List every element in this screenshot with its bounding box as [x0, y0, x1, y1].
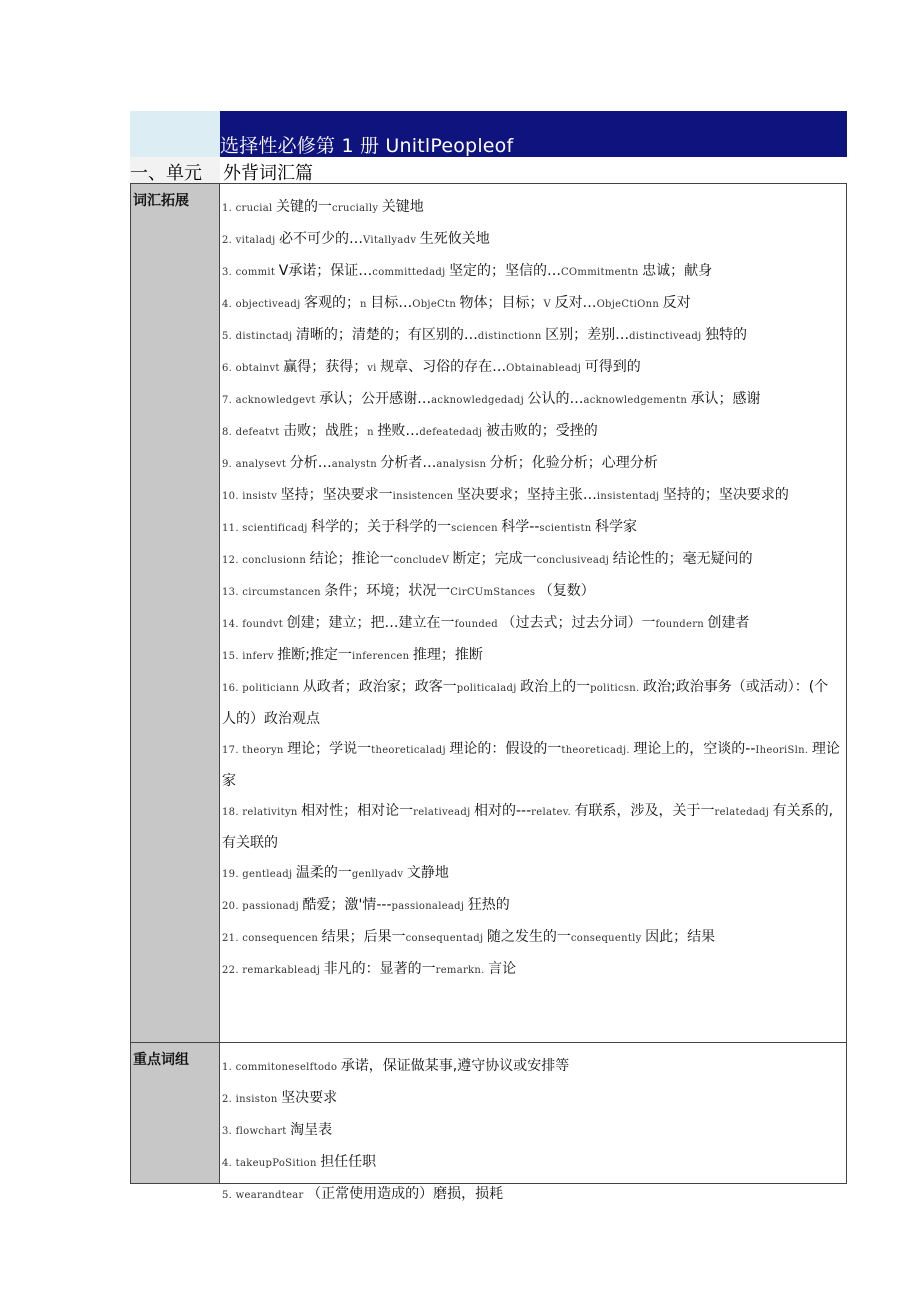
entry-number: 10.: [222, 491, 243, 502]
chinese-gloss: 必不可少的…: [279, 231, 363, 247]
chinese-gloss: 随之发生的一: [486, 929, 571, 945]
chinese-gloss: 规章、习俗的存在…: [380, 359, 507, 375]
chinese-gloss: 创建；建立；把…建立在一: [286, 615, 455, 631]
english-term: insistencen: [392, 491, 457, 502]
english-term: foundern: [655, 619, 708, 630]
english-term: distinctionn: [477, 331, 546, 342]
english-term: objectiveadj: [235, 299, 304, 310]
entry-number: 4.: [222, 299, 236, 310]
vocab-entry: [222, 922, 842, 954]
entry-number: 3.: [222, 267, 236, 278]
entry-number: 8.: [222, 427, 236, 438]
entry-number: 15.: [222, 651, 243, 662]
english-term: politicsn.: [590, 683, 643, 694]
vocab-table: [130, 183, 847, 1202]
chinese-gloss: （复数）: [538, 583, 595, 599]
chinese-gloss: 理论；学说一: [287, 741, 372, 757]
english-term: wearandtear: [235, 1190, 308, 1201]
section-word-expansion: [131, 184, 846, 1043]
chinese-gloss: 坚持的；坚决要求的: [662, 487, 789, 503]
chinese-gloss: 非凡的：显著的一: [323, 961, 436, 977]
english-term: passionaleadj: [391, 901, 468, 912]
chinese-gloss: 区别；差别…: [545, 327, 630, 343]
chinese-gloss: 言论: [488, 961, 517, 977]
chinese-gloss: 生死攸关地: [419, 231, 490, 247]
english-term: inferencen: [351, 651, 413, 662]
chinese-gloss: 清晰的；清楚的；有区别的…: [295, 327, 478, 343]
entry-number: 3.: [222, 1126, 236, 1137]
vocab-entry: [222, 384, 842, 416]
vocab-entry: [222, 1147, 842, 1179]
english-term: inferv: [242, 651, 278, 662]
vocab-entry: [222, 672, 842, 734]
chinese-gloss: 赢得；获得；: [283, 359, 368, 375]
vocab-entry: [222, 734, 842, 796]
page-title: 选择性必修第 1 册 UnitlPeopleof: [220, 135, 514, 157]
english-term: COmmitmentn: [560, 267, 643, 278]
chinese-gloss: 可得到的: [584, 359, 641, 375]
chinese-gloss: 分析…: [289, 455, 332, 471]
english-term: CirCUmStances: [450, 587, 539, 598]
vocab-entry: [222, 512, 842, 544]
entry-number: 5.: [222, 331, 236, 342]
vocab-entry: [222, 352, 842, 384]
entry-number: 22.: [222, 965, 243, 976]
english-term: distinctadj: [235, 331, 296, 342]
chinese-gloss: 坚定的；坚信的…: [448, 263, 561, 279]
english-term: acknowledgevt: [235, 395, 320, 406]
chinese-gloss: 推理；推断: [412, 647, 483, 663]
chinese-gloss: 被击败的；受挫的: [485, 423, 598, 439]
vocab-entry: [222, 1083, 842, 1115]
english-term: politicaladj: [456, 683, 521, 694]
entry-number: 14.: [222, 619, 243, 630]
chinese-gloss: 理论上的，空谈的--: [633, 741, 756, 757]
english-term: acknowledgementn: [583, 395, 691, 406]
vocabulary-sheet: [130, 111, 847, 1202]
chinese-gloss: 坚决要求: [281, 1090, 338, 1106]
chinese-gloss: 独特的: [705, 327, 747, 343]
title-row: [130, 111, 847, 157]
entry-number: 16.: [222, 683, 243, 694]
english-term: committedadj: [372, 267, 449, 278]
chinese-gloss: 分析；化验分析；心理分析: [489, 455, 658, 471]
english-term: insistv: [242, 491, 281, 502]
chinese-gloss: 相对的---: [474, 803, 532, 819]
chinese-gloss: V承诺；保证…: [278, 263, 373, 279]
chinese-gloss: 分析者…: [380, 455, 437, 471]
english-term: theoreticaladj: [371, 745, 450, 756]
english-term: n: [360, 299, 371, 310]
entry-number: 2.: [222, 1094, 236, 1105]
english-term: relativeadj: [413, 807, 474, 818]
chinese-gloss: 结果；后果一: [321, 929, 406, 945]
english-term: takeupPoSition: [235, 1158, 321, 1169]
entry-number: 13.: [222, 587, 243, 598]
chinese-gloss: 温柔的一: [295, 865, 352, 881]
chinese-gloss: 有联系，涉及，关于一: [574, 803, 715, 819]
english-term: relativityn: [242, 807, 302, 818]
chinese-gloss: 文静地: [406, 865, 449, 881]
title-left-cell: [130, 111, 220, 157]
vocab-entry: [222, 224, 842, 256]
english-term: remarkn.: [435, 965, 489, 976]
english-term: defeatedadj: [419, 427, 486, 438]
english-term: Vitallyadv: [363, 235, 420, 246]
chinese-gloss: 因此；结果: [645, 929, 716, 945]
vocab-entry: [222, 448, 842, 480]
english-term: commitoneselftodo: [235, 1062, 341, 1073]
vocab-entry: [222, 858, 842, 890]
english-term: analysisn: [436, 459, 490, 470]
vocab-entry: [222, 608, 842, 640]
chinese-gloss: （过去式；过去分词）一: [501, 615, 656, 631]
section-label: 词汇拓展: [131, 184, 220, 1042]
chinese-gloss: 理论家: [222, 741, 840, 789]
chinese-gloss: 物体；目标；: [459, 295, 544, 311]
entry-number: 18.: [222, 807, 243, 818]
vocab-entry: [222, 192, 842, 224]
entry-number: 20.: [222, 901, 243, 912]
vocab-entry: [222, 1051, 842, 1083]
english-term: IheoriSln.: [755, 745, 812, 756]
english-term: consequencen: [242, 933, 322, 944]
entry-number: 7.: [222, 395, 236, 406]
vocab-entry: [222, 320, 842, 352]
english-term: gentleadj: [242, 869, 296, 880]
chinese-gloss: 政治;政治事务（或活动）：(个人的）政治观点: [222, 679, 829, 727]
chinese-gloss: 有关系的,有关联的: [222, 803, 834, 851]
chinese-gloss: 承诺，保证做某事,遵守协议或安排等: [340, 1058, 570, 1074]
entry-number: 17.: [222, 745, 243, 756]
chinese-gloss: 关键地: [381, 199, 424, 215]
chinese-gloss: 科学--: [501, 519, 540, 535]
chinese-gloss: 坚持；坚决要求一: [280, 487, 393, 503]
english-term: scientistn: [539, 523, 595, 534]
chinese-gloss: 关键的一: [275, 199, 332, 215]
unit-row: [130, 157, 847, 183]
english-term: commit: [235, 267, 279, 278]
vocab-entry: [222, 640, 842, 672]
chinese-gloss: 承认；感谢: [690, 391, 761, 407]
unit-label: 一、单元: [130, 163, 202, 184]
section-body: [220, 184, 846, 1042]
english-term: circumstancen: [242, 587, 325, 598]
chinese-gloss: 结论性的；毫无疑问的: [612, 551, 753, 567]
chinese-gloss: 目标…: [370, 295, 413, 311]
english-term: scientificadj: [242, 523, 312, 534]
entry-number: 6.: [222, 363, 236, 374]
chinese-gloss: 结论；推论一: [309, 551, 394, 567]
english-term: flowchart: [235, 1126, 291, 1137]
chinese-gloss: 淘呈表: [290, 1122, 333, 1138]
chinese-gloss: 承认；公开感谢…: [319, 391, 432, 407]
vocab-entry: [222, 416, 842, 448]
chinese-gloss: 理论的：假设的一: [449, 741, 562, 757]
entry-number: 21.: [222, 933, 243, 944]
unit-title: 外背词汇篇: [223, 163, 313, 184]
english-term: defeatvt: [235, 427, 284, 438]
chinese-gloss: 科学的；关于科学的一: [311, 519, 452, 535]
english-term: concludeV: [393, 555, 453, 566]
english-term: insiston: [235, 1094, 282, 1105]
chinese-gloss: 科学家: [594, 519, 637, 535]
entry-number: 19.: [222, 869, 243, 880]
entry-number: 1.: [222, 1062, 236, 1073]
vocab-entry: [222, 1179, 842, 1211]
vocab-entry: [222, 1115, 842, 1147]
english-term: theoryn: [242, 745, 288, 756]
vocab-entry: [222, 288, 842, 320]
chinese-gloss: 创建者: [707, 615, 750, 631]
vocab-entry: [222, 890, 842, 922]
section-label: 重点词组: [131, 1043, 220, 1183]
chinese-gloss: 客观的；: [304, 295, 360, 311]
chinese-gloss: 酷爱；激'情---: [302, 897, 392, 913]
chinese-gloss: 狂热的: [467, 897, 510, 913]
chinese-gloss: 担任任职: [320, 1154, 377, 1170]
chinese-gloss: 从政者；政治家；政客一: [302, 679, 457, 695]
english-term: obtainvt: [235, 363, 284, 374]
english-term: analysevt: [235, 459, 290, 470]
english-term: relatedadj: [714, 807, 773, 818]
english-term: theoreticadj.: [561, 745, 634, 756]
entry-number: 11.: [222, 523, 243, 534]
english-term: consequentadj: [405, 933, 487, 944]
english-term: relatev.: [531, 807, 575, 818]
section-body: [220, 1043, 846, 1202]
chinese-gloss: 条件；环境；状况一: [324, 583, 451, 599]
english-term: founded: [454, 619, 502, 630]
vocab-entry: [222, 544, 842, 576]
section-key-phrases: [131, 1043, 846, 1202]
english-term: insistentadj: [596, 491, 663, 502]
english-term: passionadj: [242, 901, 303, 912]
entry-number: 12.: [222, 555, 243, 566]
vocab-entry: [222, 480, 842, 512]
english-term: ObjeCtn: [412, 299, 460, 310]
entry-number: 1.: [222, 203, 236, 214]
chinese-gloss: 击败；战胜；: [283, 423, 368, 439]
english-term: remarkableadj: [242, 965, 324, 976]
vocab-entry: [222, 256, 842, 288]
english-term: foundvt: [242, 619, 287, 630]
chinese-gloss: 忠诚；献身: [642, 263, 713, 279]
chinese-gloss: 反对…: [554, 295, 597, 311]
english-term: genllyadv: [351, 869, 407, 880]
english-term: Obtainableadj: [506, 363, 585, 374]
chinese-gloss: 政治上的一: [520, 679, 591, 695]
english-term: conclusiveadj: [536, 555, 613, 566]
entry-number: 9.: [222, 459, 236, 470]
chinese-gloss: 挫败…: [377, 423, 420, 439]
english-term: crucial: [235, 203, 276, 214]
english-term: distinctiveadj: [629, 331, 705, 342]
english-term: consequently: [570, 933, 646, 944]
english-term: sciencen: [451, 523, 502, 534]
chinese-gloss: 断定；完成一: [452, 551, 537, 567]
vocab-entry: [222, 796, 842, 858]
chinese-gloss: 推断;推定一: [277, 647, 352, 663]
chinese-gloss: （正常使用造成的）磨损，损耗: [307, 1186, 504, 1202]
entry-number: 5.: [222, 1190, 236, 1201]
english-term: conclusionn: [242, 555, 310, 566]
chinese-gloss: 公认的…: [527, 391, 584, 407]
english-term: acknowledgedadj: [431, 395, 528, 406]
chinese-gloss: 相对性；相对论一: [301, 803, 414, 819]
english-term: politiciann: [242, 683, 303, 694]
english-term: vi: [367, 363, 381, 374]
english-term: crucially: [331, 203, 382, 214]
english-term: n: [367, 427, 378, 438]
english-term: V: [543, 299, 555, 310]
entry-number: 2.: [222, 235, 236, 246]
english-term: ObjeCtiOnn: [596, 299, 663, 310]
vocab-entry: [222, 576, 842, 608]
entry-number: 4.: [222, 1158, 236, 1169]
english-term: vitaladj: [235, 235, 279, 246]
chinese-gloss: 坚决要求；坚持主张…: [456, 487, 597, 503]
english-term: analystn: [331, 459, 381, 470]
chinese-gloss: 反对: [662, 295, 691, 311]
vocab-entry: [222, 954, 842, 986]
